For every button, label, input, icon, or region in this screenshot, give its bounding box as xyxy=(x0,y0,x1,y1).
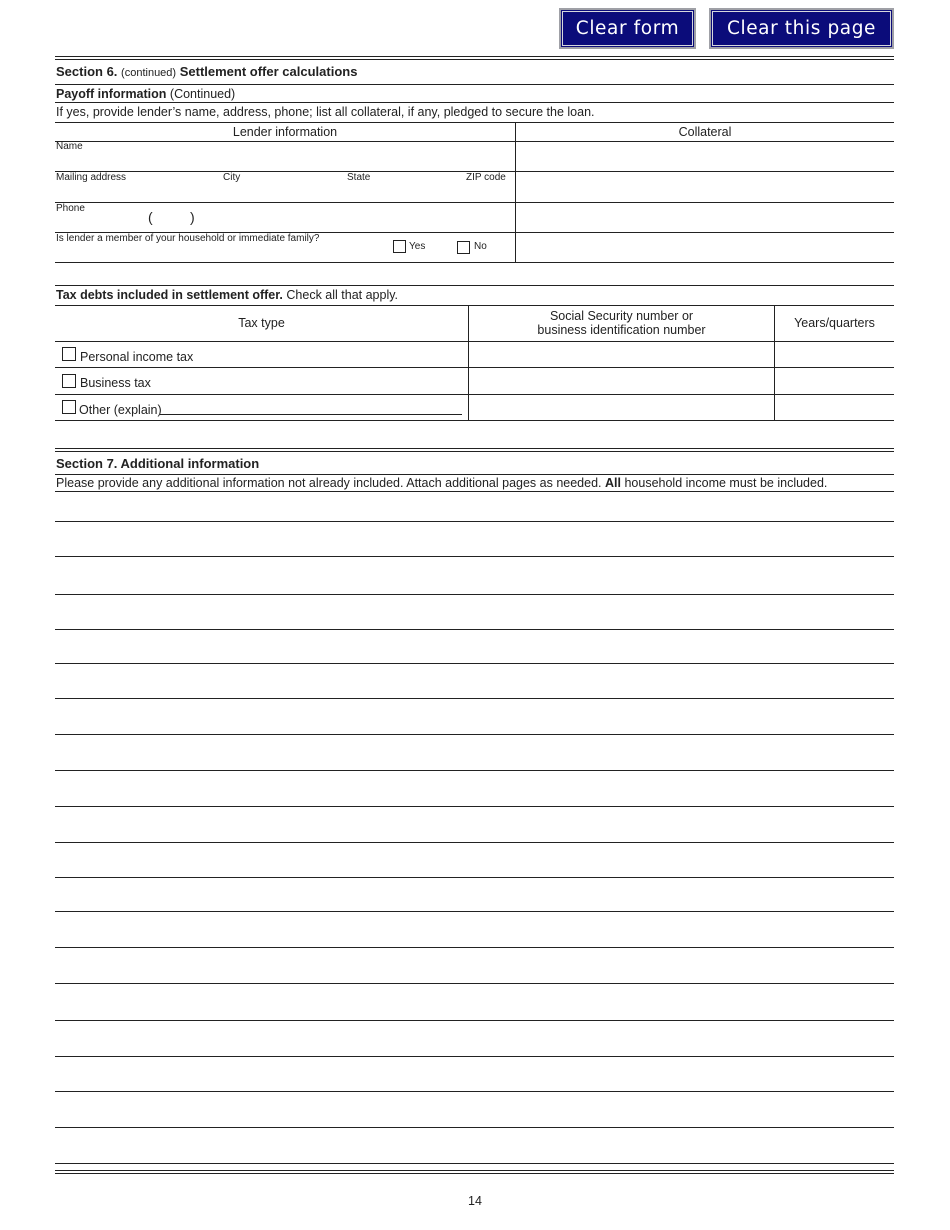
tax-debts-instruction: Check all that apply. xyxy=(286,288,399,302)
other-tax-checkbox[interactable] xyxy=(62,400,76,414)
business-ssn-field[interactable] xyxy=(470,369,772,392)
lender-name-field[interactable] xyxy=(56,152,513,170)
phone-area-code-field[interactable] xyxy=(156,210,188,228)
writing-line xyxy=(55,911,894,912)
state-field[interactable] xyxy=(346,183,461,201)
writing-line xyxy=(55,1127,894,1128)
writing-line xyxy=(55,1163,894,1164)
writing-line xyxy=(55,806,894,807)
phone-number-field[interactable] xyxy=(200,210,400,228)
divider xyxy=(55,451,894,452)
section-6-heading xyxy=(56,64,357,79)
divider xyxy=(55,84,894,85)
divider xyxy=(55,285,894,286)
collateral-field-4[interactable] xyxy=(517,234,893,261)
writing-line xyxy=(55,1056,894,1057)
section-7-instruction-text-end: household income must be included. xyxy=(624,476,828,490)
writing-line xyxy=(55,521,894,522)
divider xyxy=(55,56,894,57)
business-tax-checkbox[interactable] xyxy=(62,374,76,388)
other-tax-label: Other (explain) xyxy=(79,403,162,417)
column-divider xyxy=(515,122,516,263)
collateral-header: Collateral xyxy=(678,125,732,139)
other-ssn-field[interactable] xyxy=(470,396,772,419)
writing-line xyxy=(55,1173,894,1174)
yes-label: Yes xyxy=(409,241,426,252)
writing-line xyxy=(55,983,894,984)
years-quarters-header: Years/quarters xyxy=(794,316,875,330)
tax-debts-title: Tax debts included in settlement offer. xyxy=(56,288,283,302)
household-yes-checkbox[interactable] xyxy=(393,240,406,253)
city-label: City xyxy=(223,172,241,183)
city-field[interactable] xyxy=(222,183,342,201)
personal-years-field[interactable] xyxy=(776,343,893,366)
personal-ssn-field[interactable] xyxy=(470,343,772,366)
writing-line xyxy=(55,734,894,735)
writing-line xyxy=(55,1020,894,1021)
household-no-checkbox[interactable] xyxy=(457,241,470,254)
divider xyxy=(55,141,894,142)
divider xyxy=(55,474,894,475)
tax-type-header: Tax type xyxy=(238,316,285,330)
writing-line xyxy=(55,594,894,595)
collateral-field-3[interactable] xyxy=(517,204,893,231)
no-label: No xyxy=(474,241,487,252)
clear-page-button[interactable]: Clear this page xyxy=(709,8,894,49)
payoff-title: Payoff information xyxy=(56,87,167,101)
state-label: State xyxy=(347,172,371,183)
personal-income-tax-label: Personal income tax xyxy=(80,350,194,364)
personal-income-tax-checkbox[interactable] xyxy=(62,347,76,361)
mailing-address-label: Mailing address xyxy=(56,172,127,183)
divider xyxy=(55,262,894,263)
divider xyxy=(55,202,894,203)
zip-code-field[interactable] xyxy=(465,183,513,201)
payoff-continued: (Continued) xyxy=(169,87,236,101)
other-explain-field[interactable] xyxy=(160,400,462,415)
lender-information-header: Lender information xyxy=(232,125,338,139)
divider xyxy=(55,367,894,368)
section-7-instruction-bold: All xyxy=(605,476,621,490)
writing-line xyxy=(55,1170,894,1171)
divider xyxy=(55,420,894,421)
writing-line xyxy=(55,629,894,630)
section-7-instruction xyxy=(56,476,827,490)
writing-line xyxy=(55,663,894,664)
section-7-instruction-text: Please provide any additional information not already included. Attach additional pages as needed. xyxy=(56,476,602,490)
household-question: Is lender a member of your household or immediate family? xyxy=(56,233,320,244)
section-6-continued: (continued) xyxy=(121,67,177,79)
collateral-field-1[interactable] xyxy=(517,143,893,170)
divider xyxy=(55,305,894,306)
mailing-address-field[interactable] xyxy=(56,183,216,201)
business-tax-label: Business tax xyxy=(80,376,151,390)
section-6-label: Section 6. xyxy=(56,64,118,79)
section-6-title: Settlement offer calculations xyxy=(179,64,358,79)
phone-area-open: ( xyxy=(148,209,153,225)
divider xyxy=(55,394,894,395)
writing-line xyxy=(55,877,894,878)
clear-form-button[interactable]: Clear form xyxy=(559,8,696,49)
tax-debts-heading xyxy=(56,288,398,302)
writing-line xyxy=(55,842,894,843)
business-years-field[interactable] xyxy=(776,369,893,392)
writing-line xyxy=(55,556,894,557)
writing-line xyxy=(55,1091,894,1092)
divider xyxy=(55,448,894,449)
section-7-title: Section 7. Additional information xyxy=(56,456,260,471)
phone-label: Phone xyxy=(56,203,85,214)
name-label: Name xyxy=(56,141,83,152)
phone-area-close: ) xyxy=(190,209,195,225)
writing-line xyxy=(55,770,894,771)
divider xyxy=(55,102,894,103)
ssn-header-line-1: Social Security number or xyxy=(549,309,694,323)
payoff-heading xyxy=(56,87,235,101)
writing-line xyxy=(55,947,894,948)
payoff-instruction: If yes, provide lender’s name, address, phone; list all collateral, if any, pledged to secure the loan. xyxy=(56,105,595,119)
collateral-field-2[interactable] xyxy=(517,173,893,201)
divider xyxy=(55,59,894,60)
other-years-field[interactable] xyxy=(776,396,893,419)
writing-line xyxy=(55,698,894,699)
divider xyxy=(55,341,894,342)
zip-code-label: ZIP code xyxy=(466,172,506,183)
ssn-header-line-2: business identification number xyxy=(537,323,706,337)
divider xyxy=(55,491,894,492)
divider xyxy=(55,122,894,123)
page-number: 14 xyxy=(468,1194,482,1208)
